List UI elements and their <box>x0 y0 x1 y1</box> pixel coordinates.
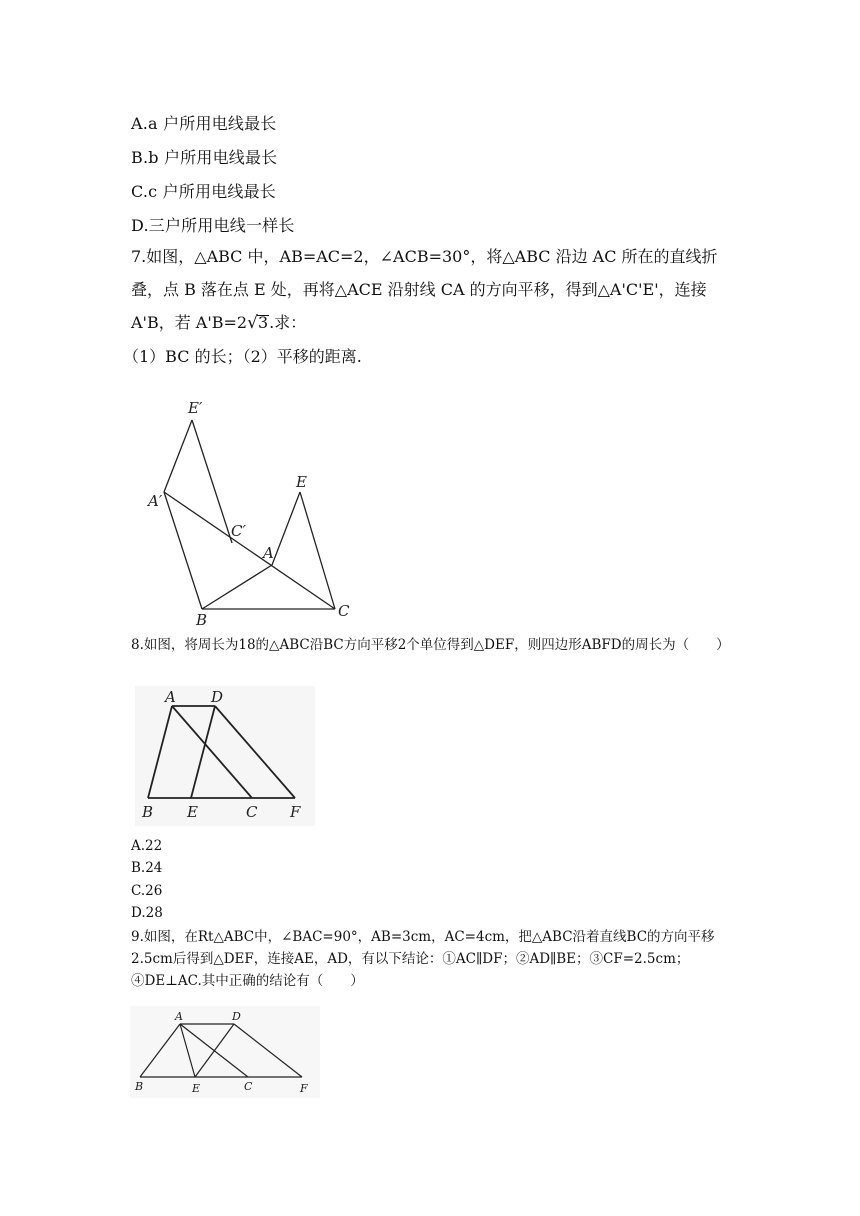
q8-option-b: B.24 <box>131 860 163 876</box>
q7-radicand: 3 <box>257 313 269 332</box>
q7-line-4: （1）BC 的长；（2）平移的距离. <box>123 347 362 366</box>
label-D: D <box>211 688 224 706</box>
label-A-prime: A′ <box>148 492 163 510</box>
q9-figure <box>130 1006 320 1098</box>
q7-figure <box>140 398 360 628</box>
q8-option-d: D.28 <box>131 905 163 921</box>
label-E-prime: E′ <box>188 399 203 417</box>
label-A: A <box>175 1010 183 1023</box>
q7-line-3-suffix: .求： <box>269 313 307 332</box>
label-B: B <box>135 1080 144 1093</box>
q9-text: 9.如图，在Rt△ABC中，∠BAC=90°，AB=3cm，AC=4cm，把△ABC沿着直线BC的方向平移2.5cm后得到△DEF，连接AE，AD，有以下结论：①AC∥DF；②AD∥BE；③CF=2.5cm；④DE⊥AC.其中正确的结论有（ ） <box>131 929 715 989</box>
label-C-prime: C′ <box>231 522 246 540</box>
q6-option-d: D.三户所用电线一样长 <box>131 216 295 235</box>
q7-line-3 <box>131 306 731 340</box>
label-B: B <box>196 611 208 628</box>
q7-line-3-prefix: A'B，若 A'B=2 <box>131 313 248 332</box>
radical-sign: √ <box>247 313 258 333</box>
q7-line-1: 7.如图，△ABC 中，AB=AC=2，∠ACB=30°，将△ABC 沿边 AC 所在的直线折 <box>131 247 718 266</box>
label-E: E <box>187 803 198 821</box>
label-A: A <box>165 688 176 706</box>
q6-option-c: C.c 户所用电线最长 <box>131 182 277 201</box>
label-F: F <box>300 1082 308 1095</box>
label-A: A <box>263 544 274 562</box>
q6-option-b: B.b 户所用电线最长 <box>131 148 278 167</box>
label-F: F <box>290 803 301 821</box>
q8-option-a: A.22 <box>131 838 163 854</box>
label-C: C <box>338 602 350 620</box>
label-C: C <box>244 1080 253 1093</box>
label-B: B <box>142 803 154 821</box>
q6-option-a: A.a 户所用电线最长 <box>131 114 277 133</box>
label-E: E <box>296 473 307 491</box>
q8-text: 8.如图，将周长为18的△ABC沿BC方向平移2个单位得到△DEF，则四边形ABFD的周长为（ ） <box>131 637 730 653</box>
q8-figure <box>135 686 315 826</box>
q8-option-c: C.26 <box>131 883 163 899</box>
label-D: D <box>232 1010 241 1023</box>
q7-text <box>123 240 731 373</box>
q7-line-2: 叠，点 B 落在点 E 处，再将△ACE 沿射线 CA 的方向平移，得到△A'C'E'，连接 <box>131 280 707 299</box>
label-E: E <box>192 1082 201 1095</box>
label-C: C <box>246 803 258 821</box>
